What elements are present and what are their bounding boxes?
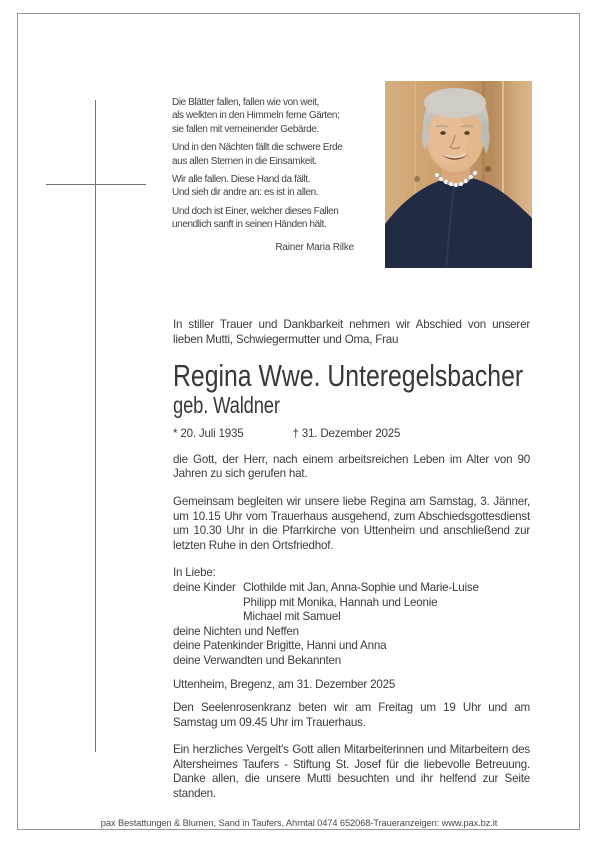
child-entry: Michael mit Samuel — [243, 610, 341, 624]
death-date: † 31. Dezember 2025 — [292, 427, 401, 441]
rosary-text: Den Seelenrosenkranz beten wir am Freitag um 19 Uhr und am Samstag um 09.45 Uhr im Trauerhaus. — [173, 701, 530, 729]
birth-date: * 20. Juli 1935 — [173, 427, 244, 441]
child-entry: Philipp mit Monika, Hannah und Leonie — [243, 595, 438, 609]
memorial-cross-icon — [95, 100, 96, 752]
poem-stanza — [172, 173, 354, 200]
paragraph-funeral: Gemeinsam begleiten wir unsere liebe Regina am Samstag, 3. Jänner, um 10.15 Uhr vom Trauerhaus ausgehend, zum Abschiedsgottesdienst um 10.30 Uhr in die Pfarrkirche von Uttenheim und anschließend zur letzten Ruhe in den Ortsfriedhof. — [173, 494, 530, 552]
poem-line: Die Blätter fallen, fallen wie von weit, — [172, 97, 319, 108]
poem-line: Und sieh dir andre an: es ist in allen. — [172, 187, 319, 199]
mourner-entry: deine Patenkinder Brigitte, Hanni und Anna — [173, 639, 387, 653]
poem-line: unendlich sanft in seinen Händen hält. — [172, 219, 327, 231]
mourners-children — [173, 581, 530, 625]
maiden-name: geb. Waldner — [173, 392, 280, 419]
poem-stanza — [172, 141, 354, 168]
child-entry: Clothilde mit Jan, Anna-Sophie und Marie-Luise — [243, 580, 479, 594]
intro-text: In stiller Trauer und Dankbarkeit nehmen wir Abschied von unserer lieben Mutti, Schwiegermutter und Oma, Frau — [173, 318, 530, 346]
poem-line: sie fallen mit verneinender Gebärde. — [172, 123, 319, 135]
poem-stanza — [172, 96, 354, 136]
portrait-photo — [385, 81, 532, 268]
poem-line: aus allen Sternen in die Einsamkeit. — [172, 155, 317, 167]
poem-line: Wir alle fallen. Diese Hand da fällt. — [172, 174, 311, 186]
poem-line: Und in den Nächten fällt die schwere Erde — [172, 142, 343, 154]
funeral-home-footer: pax Bestattungen & Blumen, Sand in Taufers, Ahrntal 0474 652068-Traueranzeigen: www.pax.bz.it — [100, 818, 498, 828]
announcement-body — [173, 318, 530, 802]
paragraph-age: die Gott, der Herr, nach einem arbeitsreichen Leben im Alter von 90 Jahren zu sich gerufen hat. — [173, 452, 530, 481]
mourner-entry: deine Nichten und Neffen — [173, 624, 299, 638]
place-and-date: Uttenheim, Bregenz, am 31. Dezember 2025 — [173, 677, 396, 691]
poem-stanza — [172, 205, 354, 232]
poem-line: Und doch ist Einer, welcher dieses Fallen — [172, 205, 339, 217]
mourners-heading: In Liebe: — [173, 566, 216, 580]
children-names — [243, 581, 479, 625]
thanks-text: Ein herzliches Vergelt's Gott allen Mitarbeiterinnen und Mitarbeitern des Altersheimes Taufers - Stiftung St. Josef für die liebevolle Betreuung. Danke allen, die unsere Mutti besuchten und ihr helfend zur Seite standen. — [173, 743, 530, 801]
poem-line: als welkten in den Himmeln ferne Gärten; — [172, 110, 340, 122]
children-label: deine Kinder — [173, 580, 236, 594]
poem-author: Rainer Maria Rilke — [275, 241, 354, 253]
deceased-name: Regina Wwe. Unteregelsbacher — [173, 358, 524, 394]
memorial-cross-icon — [46, 184, 146, 185]
poem-block — [172, 96, 354, 254]
mourner-entry: deine Verwandten und Bekannten — [173, 653, 342, 667]
life-dates — [173, 427, 530, 442]
